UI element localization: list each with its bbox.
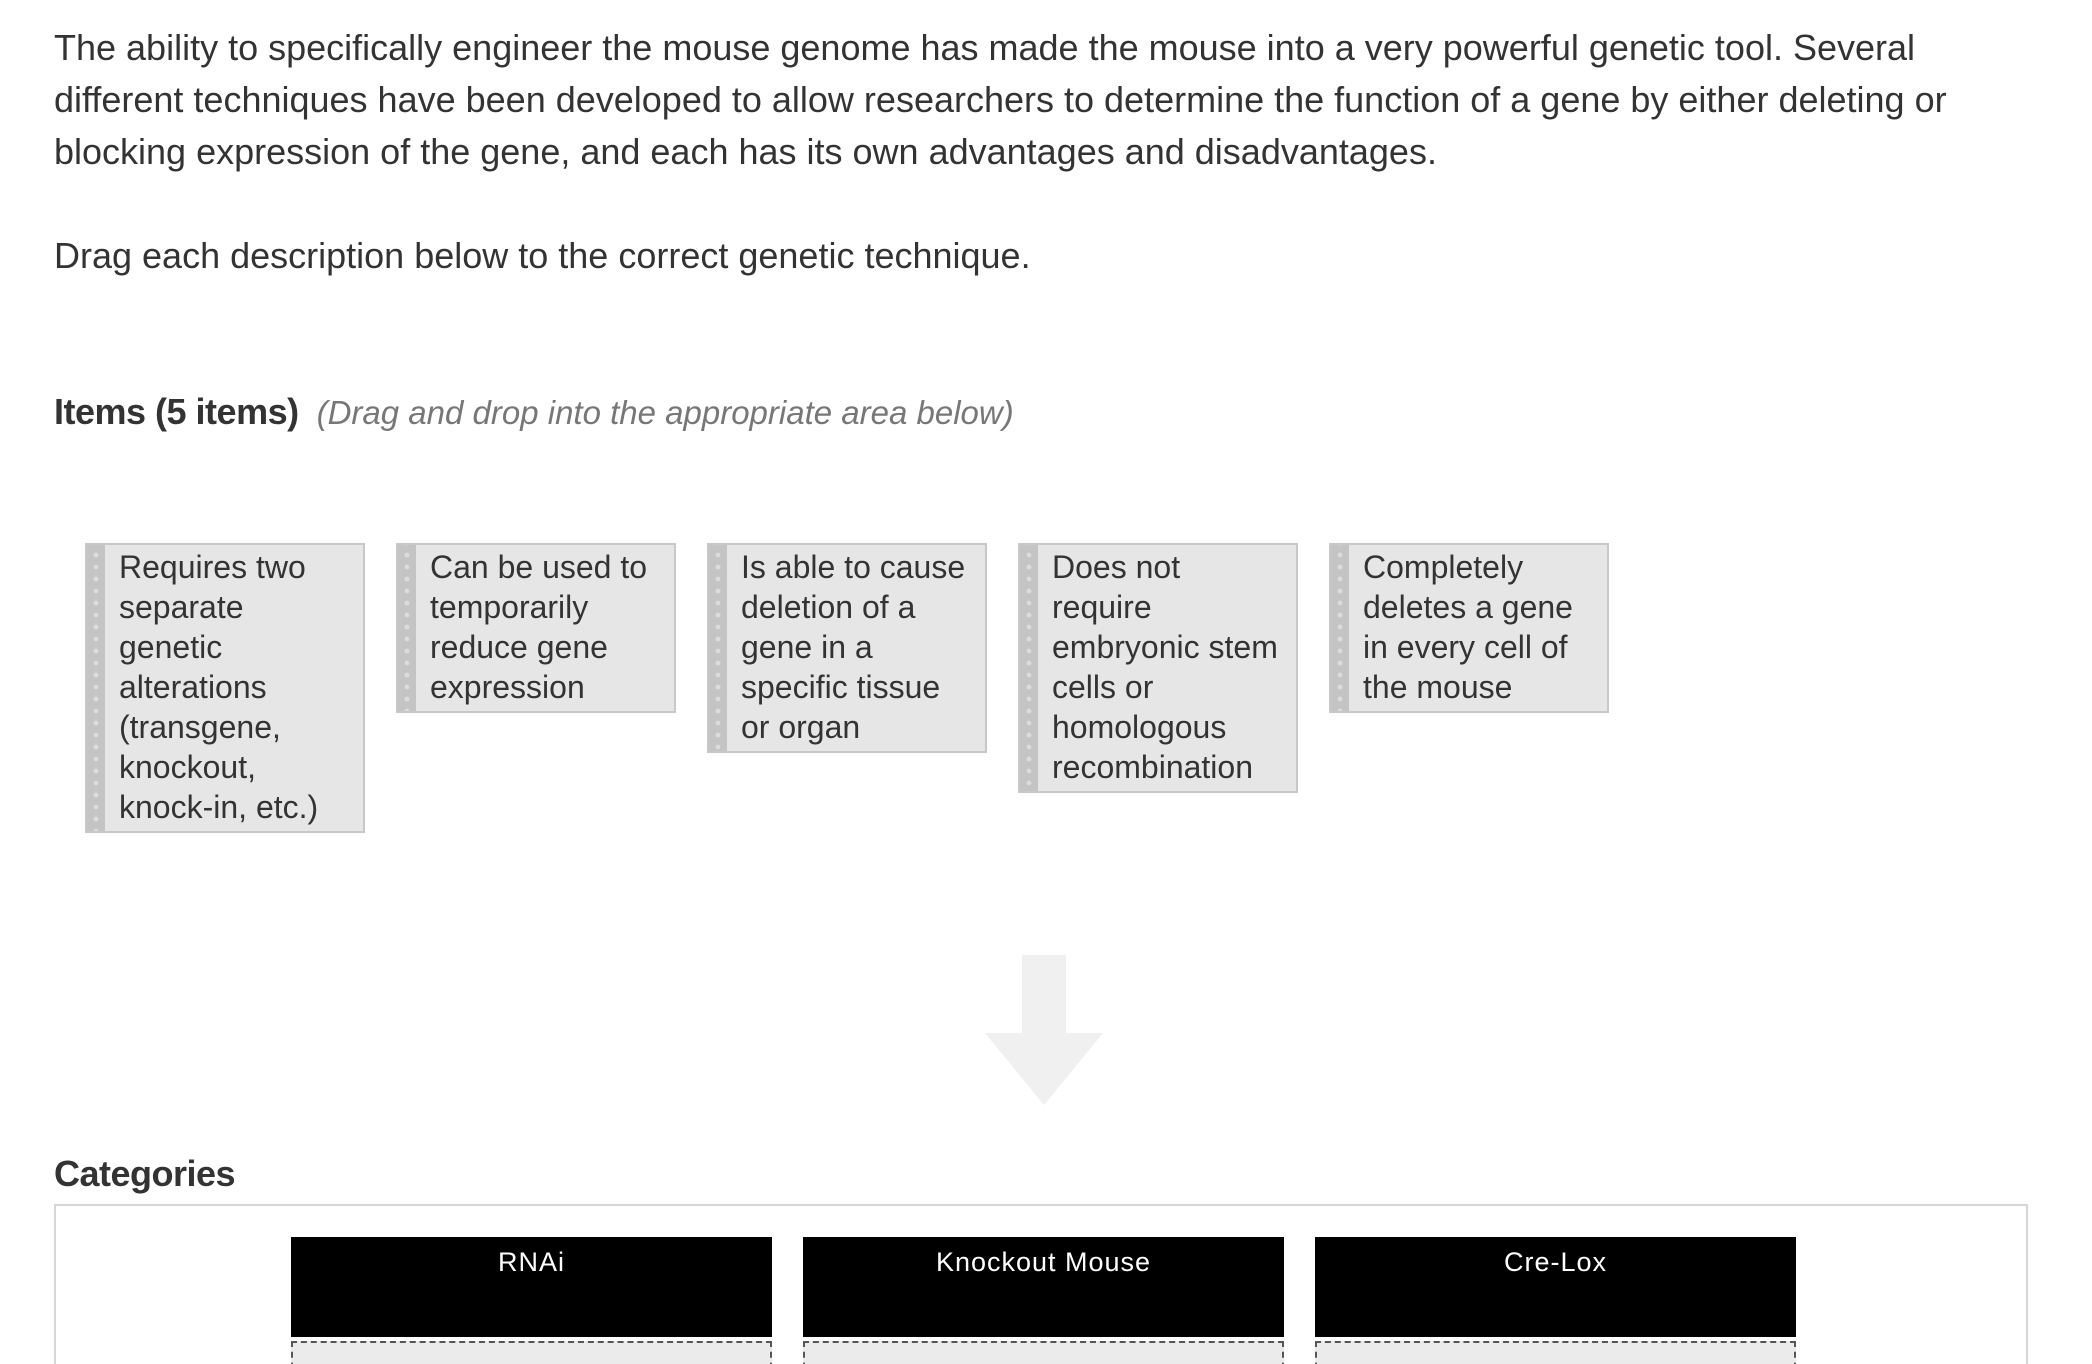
items-heading-title: Items (5 items) (54, 391, 299, 432)
categories-heading: Categories (54, 1153, 236, 1194)
draggable-item-1[interactable] (85, 543, 365, 833)
arrow-down-icon (985, 955, 1103, 1105)
category-header: RNAi (291, 1237, 772, 1337)
intro-paragraph: The ability to specifically engineer the mouse genome has made the mouse into a very powerful genetic tool. Several different techniques have been developed to allow researchers to determine the function of a gene by either deleting or blocking expression of the gene, and each has its own advantages and disadvantages. (54, 27, 1947, 172)
instruction-text: Drag each description below to the correct genetic technique. (54, 235, 1031, 276)
drop-zone-knockout-mouse[interactable] (803, 1341, 1284, 1364)
drag-handle-icon[interactable] (87, 545, 105, 831)
drop-zone-rnai[interactable] (291, 1341, 772, 1364)
item-text: Does not require embryonic stem cells or homologous recombination (1052, 549, 1278, 785)
draggable-item-3[interactable] (707, 543, 987, 753)
draggable-item-2[interactable] (396, 543, 676, 713)
items-heading-hint: (Drag and drop into the appropriate area below) (316, 394, 1014, 431)
category-header: Knockout Mouse (803, 1237, 1284, 1337)
drop-zone-cre-lox[interactable] (1315, 1341, 1796, 1364)
category-knockout-mouse (803, 1237, 1284, 1364)
item-text: Is able to cause deletion of a gene in a specific tissue or organ (741, 549, 966, 745)
drag-handle-icon[interactable] (709, 545, 727, 751)
category-rnai (291, 1237, 772, 1364)
drag-handle-icon[interactable] (1331, 545, 1349, 711)
drag-handle-icon[interactable] (1020, 545, 1038, 791)
drag-handle-icon[interactable] (398, 545, 416, 711)
draggable-item-4[interactable] (1018, 543, 1298, 793)
category-header: Cre-Lox (1315, 1237, 1796, 1337)
item-text: Completely deletes a gene in every cell of the mouse (1363, 549, 1573, 705)
item-text: Requires two separate genetic alterations (transgene, knockout, knock-in, etc.) (119, 549, 319, 825)
items-heading (54, 388, 1014, 437)
category-cre-lox (1315, 1237, 1796, 1364)
item-text: Can be used to temporarily reduce gene expression (430, 549, 648, 705)
draggable-item-5[interactable] (1329, 543, 1609, 713)
